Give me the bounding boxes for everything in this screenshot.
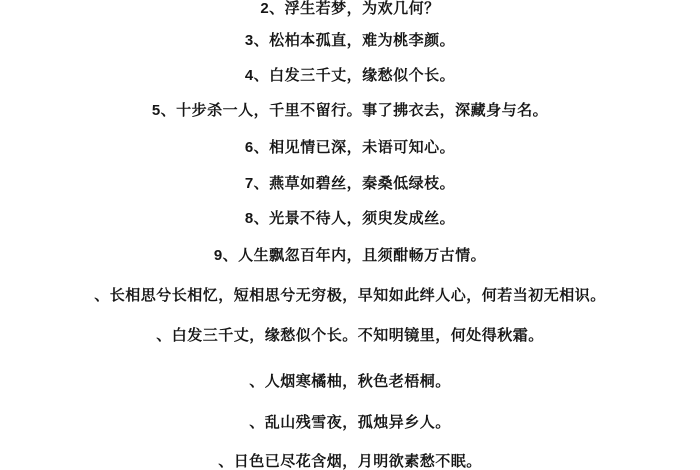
poem-line-8: 9、人生飘忽百年内，且须酣畅万古情。	[213, 247, 487, 264]
poem-line-1: 2、浮生若梦，为欢几何？	[260, 0, 440, 17]
poem-line-11: 、人烟寒橘柚，秋色老梧桐。	[249, 373, 451, 390]
poem-line-3: 4、白发三千丈，缘愁似个长。	[244, 67, 456, 84]
poem-line-4: 5、十步杀一人，千里不留行。事了拂衣去，深藏身与名。	[151, 102, 549, 119]
poem-line-2: 3、松柏本孤直，难为桃李颜。	[244, 32, 456, 49]
poem-line-5: 6、相见情已深，未语可知心。	[244, 139, 456, 156]
poem-line-6: 7、燕草如碧丝，秦桑低绿枝。	[244, 175, 456, 192]
poem-line-12: 、乱山残雪夜，孤烛异乡人。	[249, 414, 451, 431]
poem-line-9: 、长相思兮长相忆，短相思兮无穷极，早知如此绊人心，何若当初无相识。	[94, 287, 606, 304]
poem-line-13: 、日色已尽花含烟，月明欲素愁不眠。	[218, 453, 482, 470]
poem-line-7: 8、光景不待人，须臾发成丝。	[244, 210, 456, 227]
poem-line-10: 、白发三千丈，缘愁似个长。不知明镜里，何处得秋霜。	[156, 327, 544, 344]
